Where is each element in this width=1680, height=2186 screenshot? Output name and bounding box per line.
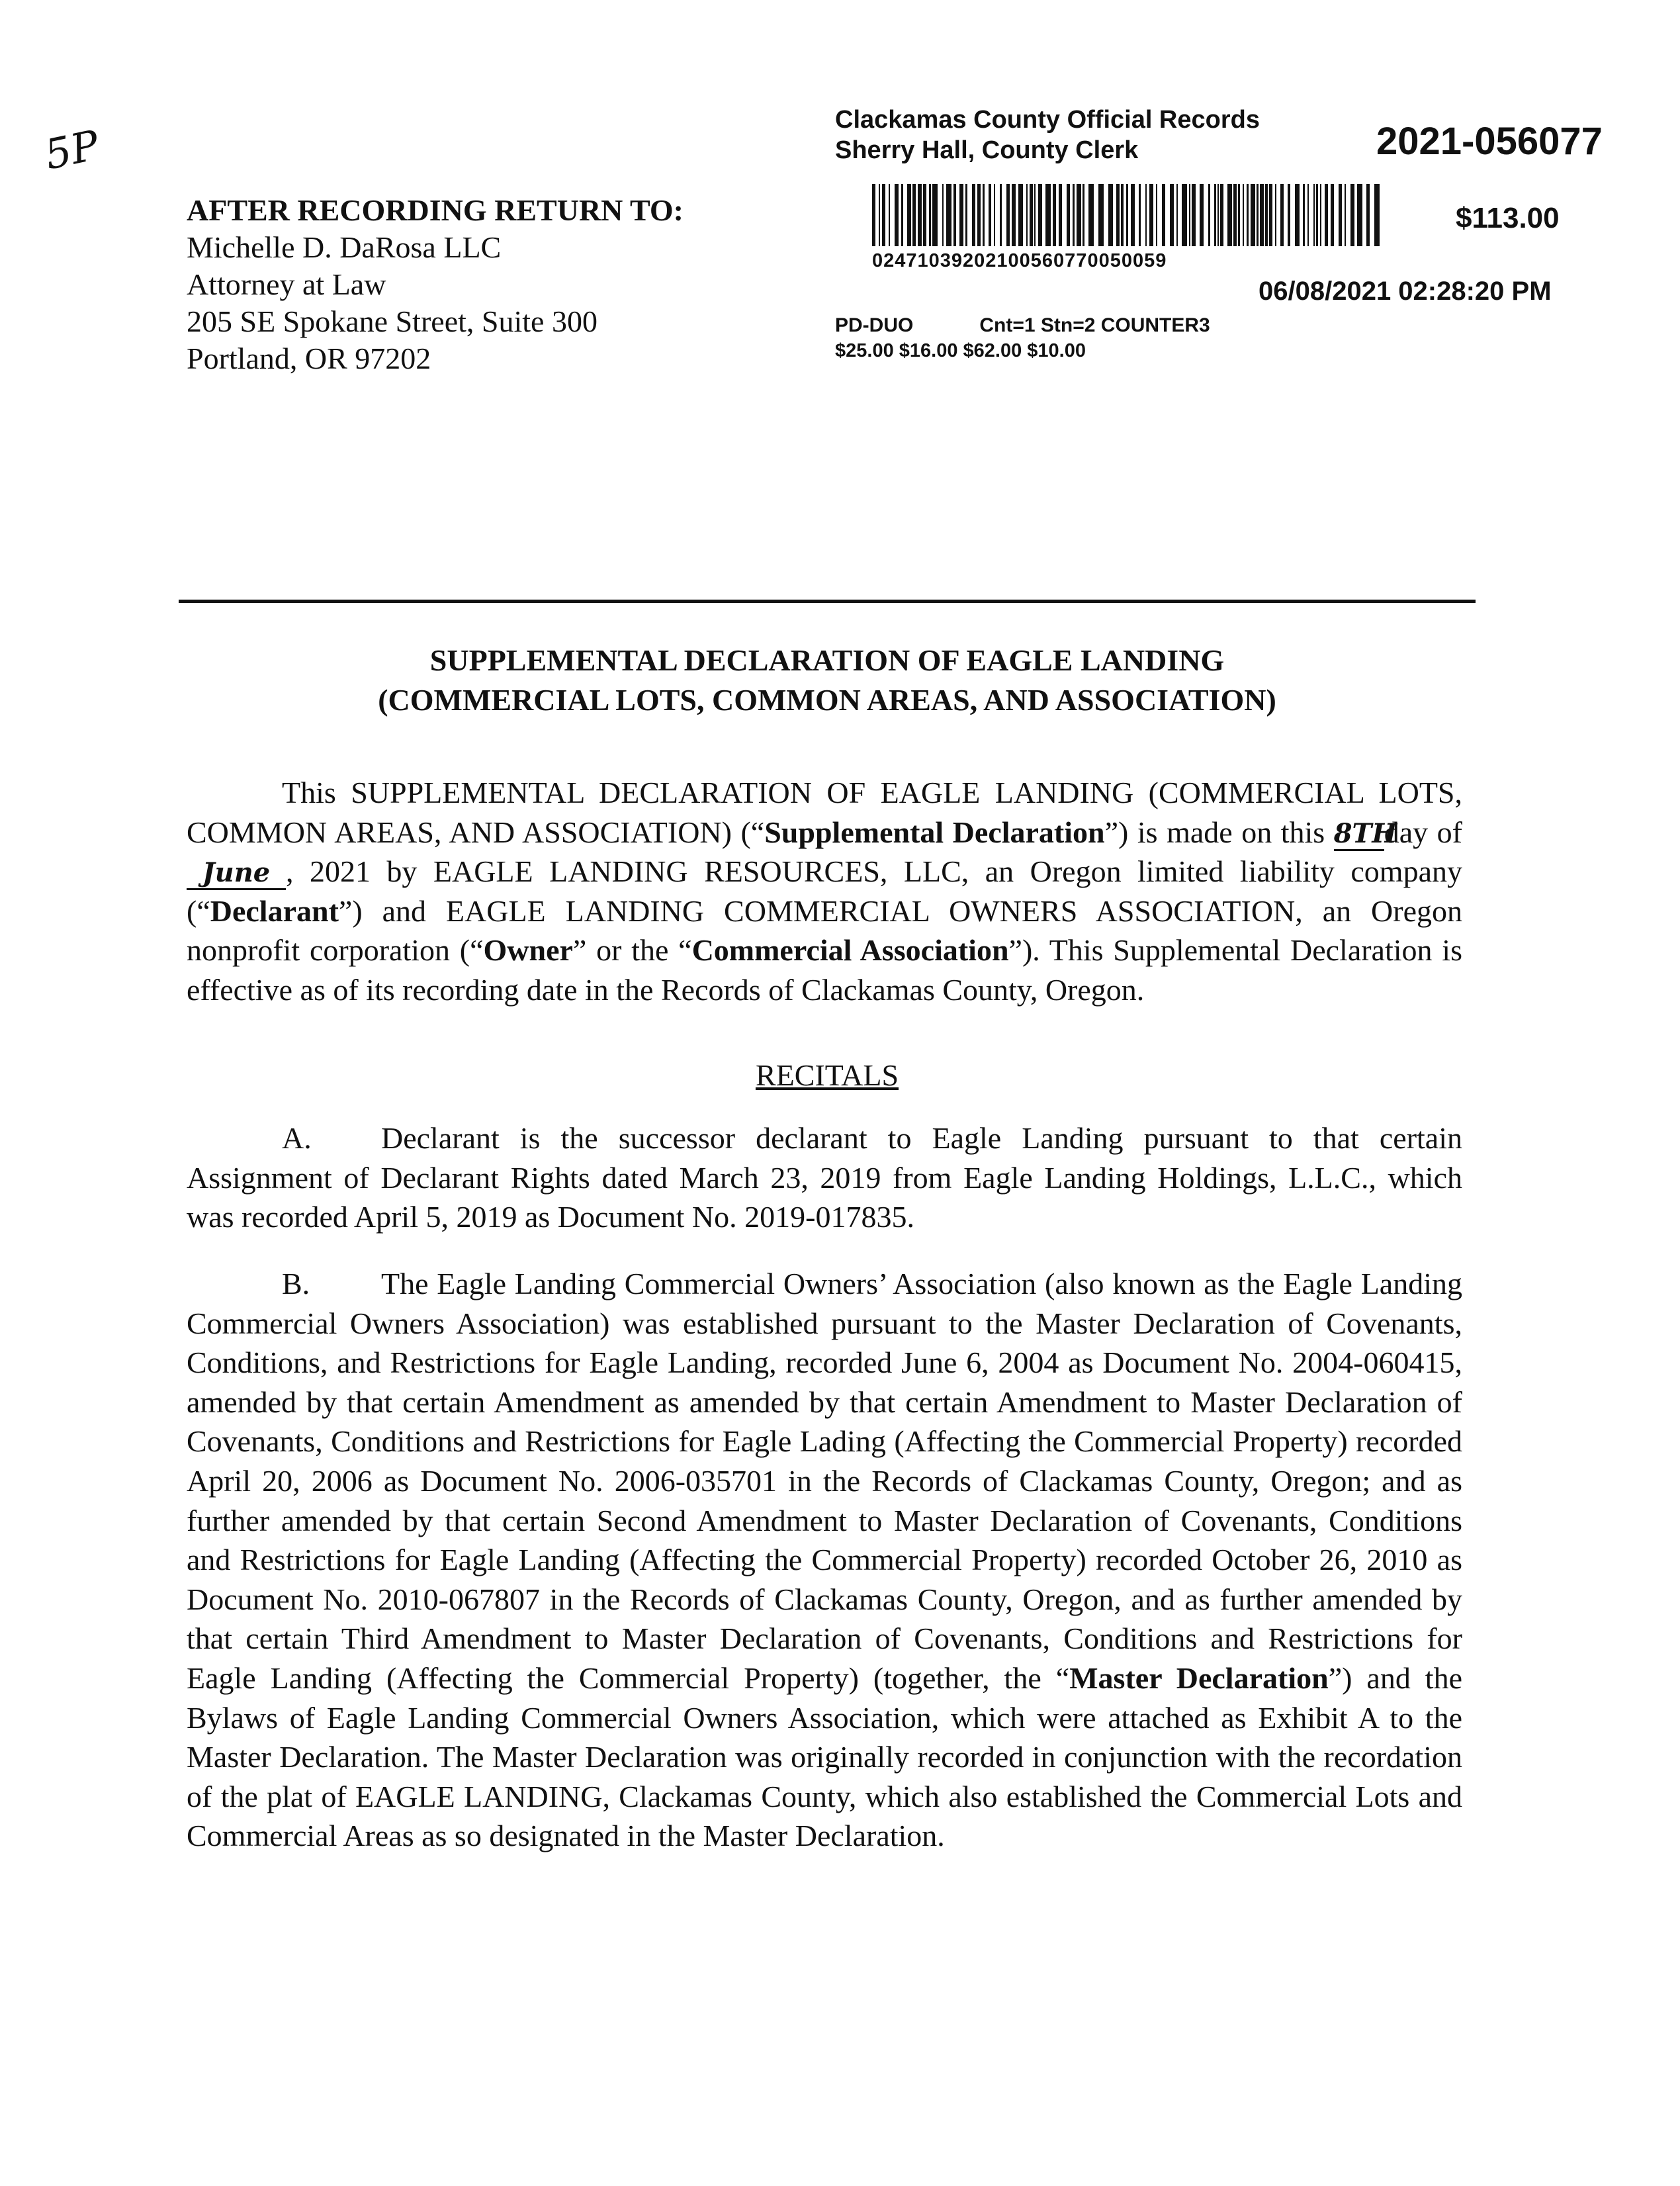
station-code: PD-DUO (835, 314, 914, 336)
return-line: Attorney at Law (187, 267, 386, 301)
defined-term: Master Declaration (1069, 1661, 1329, 1695)
title-line-2: (COMMERCIAL LOTS, COMMON AREAS, AND ASSOCIATION) (378, 683, 1276, 717)
station-info: Cnt=1 Stn=2 COUNTER3 (979, 314, 1210, 336)
recital-text: Declarant is the successor declarant to Eagle Landing pursuant to that certain Assignment of Declarant Rights dated March 23, 2019 from Eagle Landing Holdings, L.L.C., which was recorded April 5, 2019 as Document No. 2019-017835. (187, 1121, 1462, 1234)
intro-paragraph (187, 773, 1462, 1010)
document-number: 2021-056077 (1376, 120, 1603, 163)
margin-note: 5P (40, 120, 103, 179)
title-line-1: SUPPLEMENTAL DECLARATION OF EAGLE LANDING (429, 643, 1225, 677)
month-blank (187, 856, 286, 890)
handwritten-month: June (202, 857, 271, 889)
recital-label: B. (282, 1267, 310, 1300)
intro-text: , 2021 by EAGLE LANDING RESOURCES, LLC, an Oregon limited liability company (“ (187, 854, 1462, 928)
return-line: Michelle D. DaRosa LLC (187, 230, 502, 264)
horizontal-rule (179, 600, 1476, 603)
intro-text: This SUPPLEMENTAL DECLARATION OF EAGLE LANDING (COMMERCIAL LOTS, COMMON AREAS, AND ASSOCIATION) (“ (187, 776, 1462, 849)
recital-text: The Eagle Landing Commercial Owners’ Association (also known as the Eagle Landing Commercial Owners Association) was established pursuant to the Master Declaration of Covenants, Conditions, and Restrictions for Eagle Landing, recorded June 6, 2004 as Document No. 2004-060415, amended by that certain Amendment as amended by that certain Amendment to Master Declaration of Covenants, Conditions and Restrictions for Eagle Lading (Affecting the Commercial Property) recorded April 20, 2006 as Document No. 2006-035701 in the Records of Clackamas County, Oregon; and as further amended by that certain Second Amendment to Master Declaration of Covenants, Conditions and Restrictions for Eagle Landing (Affecting the Commercial Property) recorded October 26, 2010 as Document No. 2010-067807 in the Records of Clackamas County, Oregon, and as further amended by that certain Third Amendment to Master Declaration of Covenants, Conditions and Restrictions for Eagle Landing (Affecting the Commercial Property) (together, the “ (187, 1267, 1462, 1695)
recorder-clerk: Sherry Hall, County Clerk (835, 136, 1139, 164)
fee-breakdown: $25.00 $16.00 $62.00 $10.00 (835, 340, 1086, 361)
recorder-stamp (835, 105, 1260, 165)
barcode-digits: 02471039202100560770050059 (872, 250, 1167, 271)
recorded-timestamp: 06/08/2021 02:28:20 PM (1259, 277, 1552, 306)
recorder-office: Clackamas County Official Records (835, 106, 1260, 134)
return-heading: AFTER RECORDING RETURN TO: (187, 193, 684, 227)
return-line: Portland, OR 97202 (187, 342, 431, 375)
intro-text: ”) is made on this (1104, 815, 1334, 849)
defined-term: Owner (483, 933, 573, 968)
intro-text: ” or the “ (572, 933, 692, 968)
document-title (179, 641, 1476, 720)
barcode-image (872, 184, 1383, 246)
recital-label: A. (282, 1121, 312, 1155)
fee-total: $113.00 (1456, 202, 1560, 234)
recitals-heading: RECITALS (755, 1058, 899, 1092)
intro-text: day of (1384, 815, 1462, 849)
station-line (835, 314, 1210, 337)
intro-text: ”). This Supplemental Declaration is effective as of its recording date in the Records of Clackamas County, Oregon. (187, 933, 1462, 1007)
recital-b (187, 1264, 1462, 1856)
day-blank (1333, 817, 1397, 851)
defined-term: Declarant (210, 893, 339, 928)
return-line: 205 SE Spokane Street, Suite 300 (187, 304, 597, 338)
handwritten-day: 8TH (1333, 817, 1397, 849)
defined-term: Supplemental Declaration (764, 815, 1105, 849)
intro-text: ”) and EAGLE LANDING COMMERCIAL OWNERS ASSOCIATION, an Oregon nonprofit corporation (“ (187, 893, 1462, 968)
defined-term: Commercial Association (691, 933, 1009, 968)
recital-text: ”) and the Bylaws of Eagle Landing Commercial Owners Association, which were attached as Exhibit A to the Master Declaration. The Master Declaration was originally recorded in conjunction with the recordation of the plat of EAGLE LANDING, Clackamas County, which also established the Commercial Lots and Commercial Areas as so designated in the Master Declaration. (187, 1661, 1462, 1853)
return-address-block (187, 192, 684, 377)
recital-a (187, 1118, 1462, 1237)
